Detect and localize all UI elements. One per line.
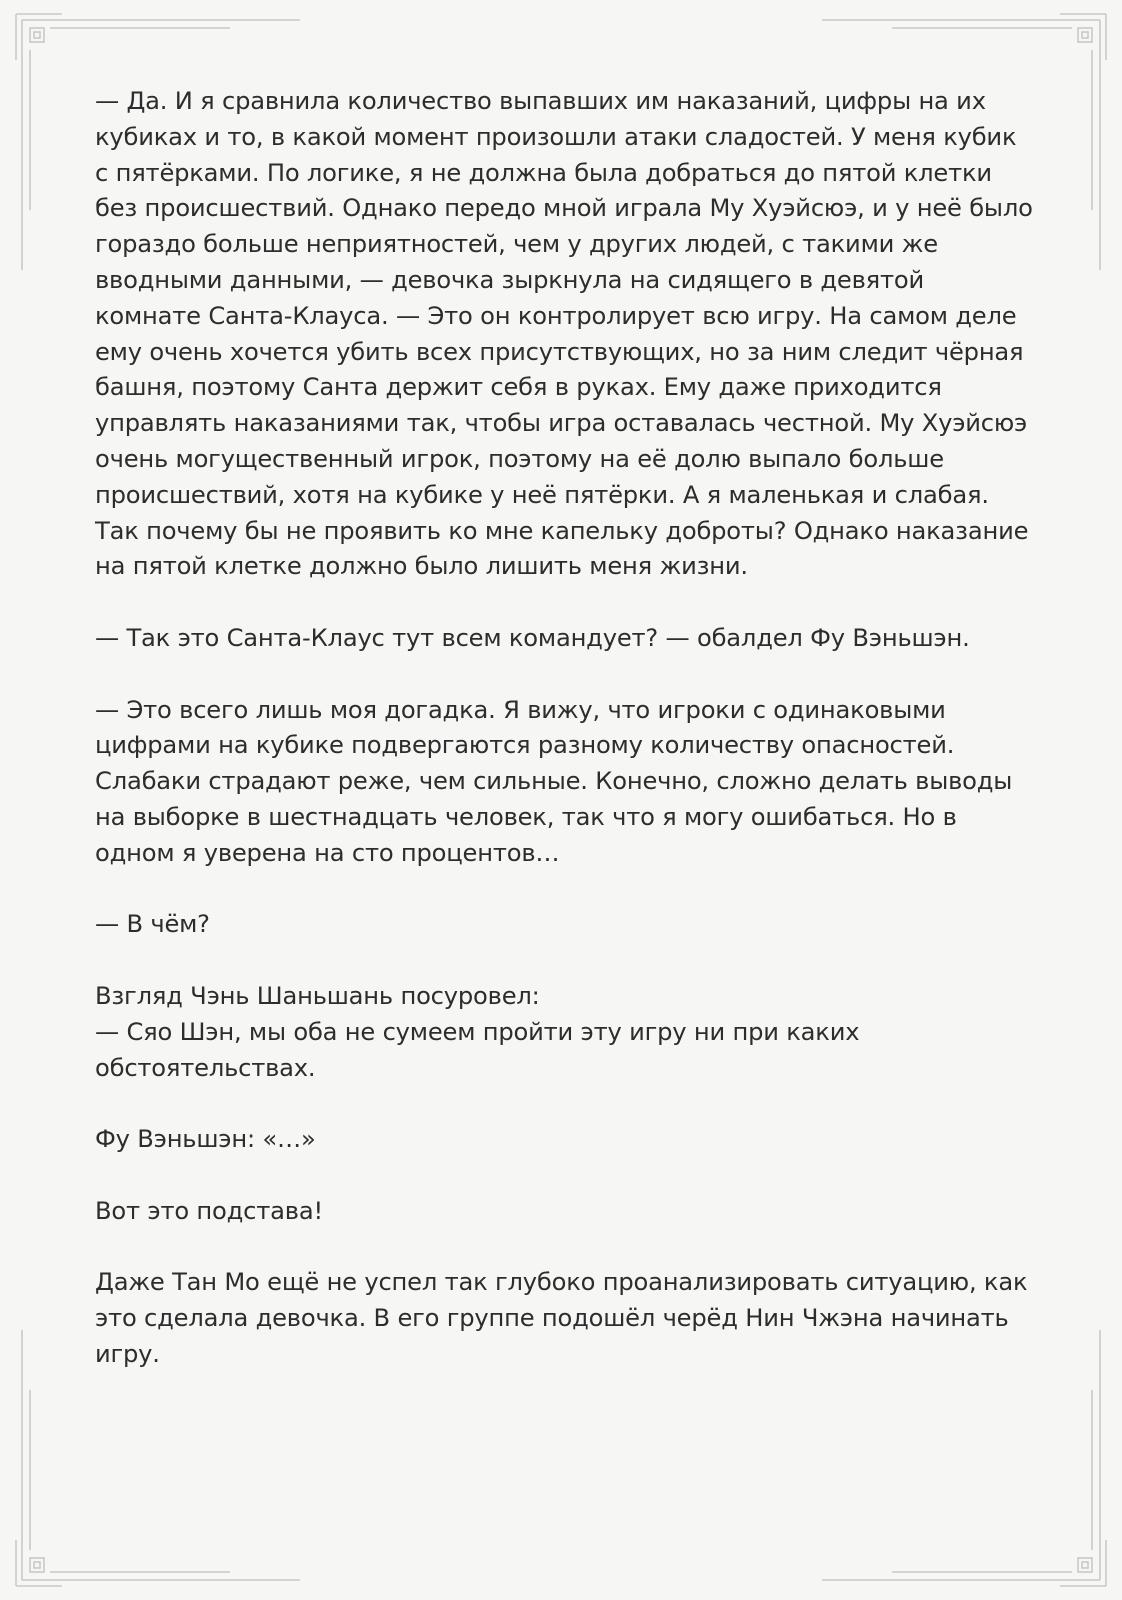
paragraph-xiao-sheng: — Сяо Шэн, мы оба не сумеем пройти эту игру ни при каких обстоятельствах. bbox=[95, 1017, 860, 1082]
paragraph-fu-question: — Так это Санта-Клаус тут всем командует? — обалдел Фу Вэньшэн. bbox=[95, 623, 970, 652]
paragraph-guess-explanation: — Это всего лишь моя догадка. Я вижу, что игроки с одинаковыми цифрами на кубике подвергаются разному количеству опасностей. Слабаки страдают реже, чем сильные. Конечно, сложно делать выводы на выборке в шестнадцать человек, так что я могу ошибаться. Но в одном я уверена на сто процентов… bbox=[95, 695, 1013, 867]
paragraph-fu-silence: Фу Вэньшэн: «…» bbox=[95, 1125, 316, 1154]
paragraph-in-what: — В чём? bbox=[95, 910, 210, 939]
paragraph-dialogue-analysis: — Да. И я сравнила количество выпавших им наказаний, цифры на их кубиках и то, в какой момент произошли атаки сладостей. У меня кубик с пятёрками. По логике, я не должна была добраться до пятой клетки без происшествий. Однако передо мной играла Му Хуэйсюэ, и у неё было гораздо больше неприятностей, чем у других людей, с такими же вводными данными, — девочка зыркнула на сидящего в девятой комнате Санта-Клауса. — Это он контролирует всю игру. На самом деле ему очень хочется убить всех присутствующих, но за ним следит чёрная башня, поэтому Санта держит себя в руках. Ему даже приходится управлять наказаниями так, чтобы игра оставалась честной. Му Хуэйсюэ очень могущественный игрок, поэтому на её долю выпало больше происшествий, хотя на кубике у неё пятёрки. А я маленькая и слабая. Так почему бы не проявить ко мне капельку доброты? Однако наказание на пятой клетке должно было лишить меня жизни. bbox=[95, 87, 1033, 581]
paragraph-tang-mo: Даже Тан Мо ещё не успел так глубоко проанализировать ситуацию, как это сделала девочка. В его группе подошёл черёд Нин Чжэна начинать игру. bbox=[95, 1268, 1028, 1368]
paragraph-setup: Вот это подстава! bbox=[95, 1196, 323, 1225]
story-text bbox=[95, 84, 1035, 1408]
paragraph-gaze: Взгляд Чэнь Шаньшань посуровел: bbox=[95, 981, 540, 1010]
